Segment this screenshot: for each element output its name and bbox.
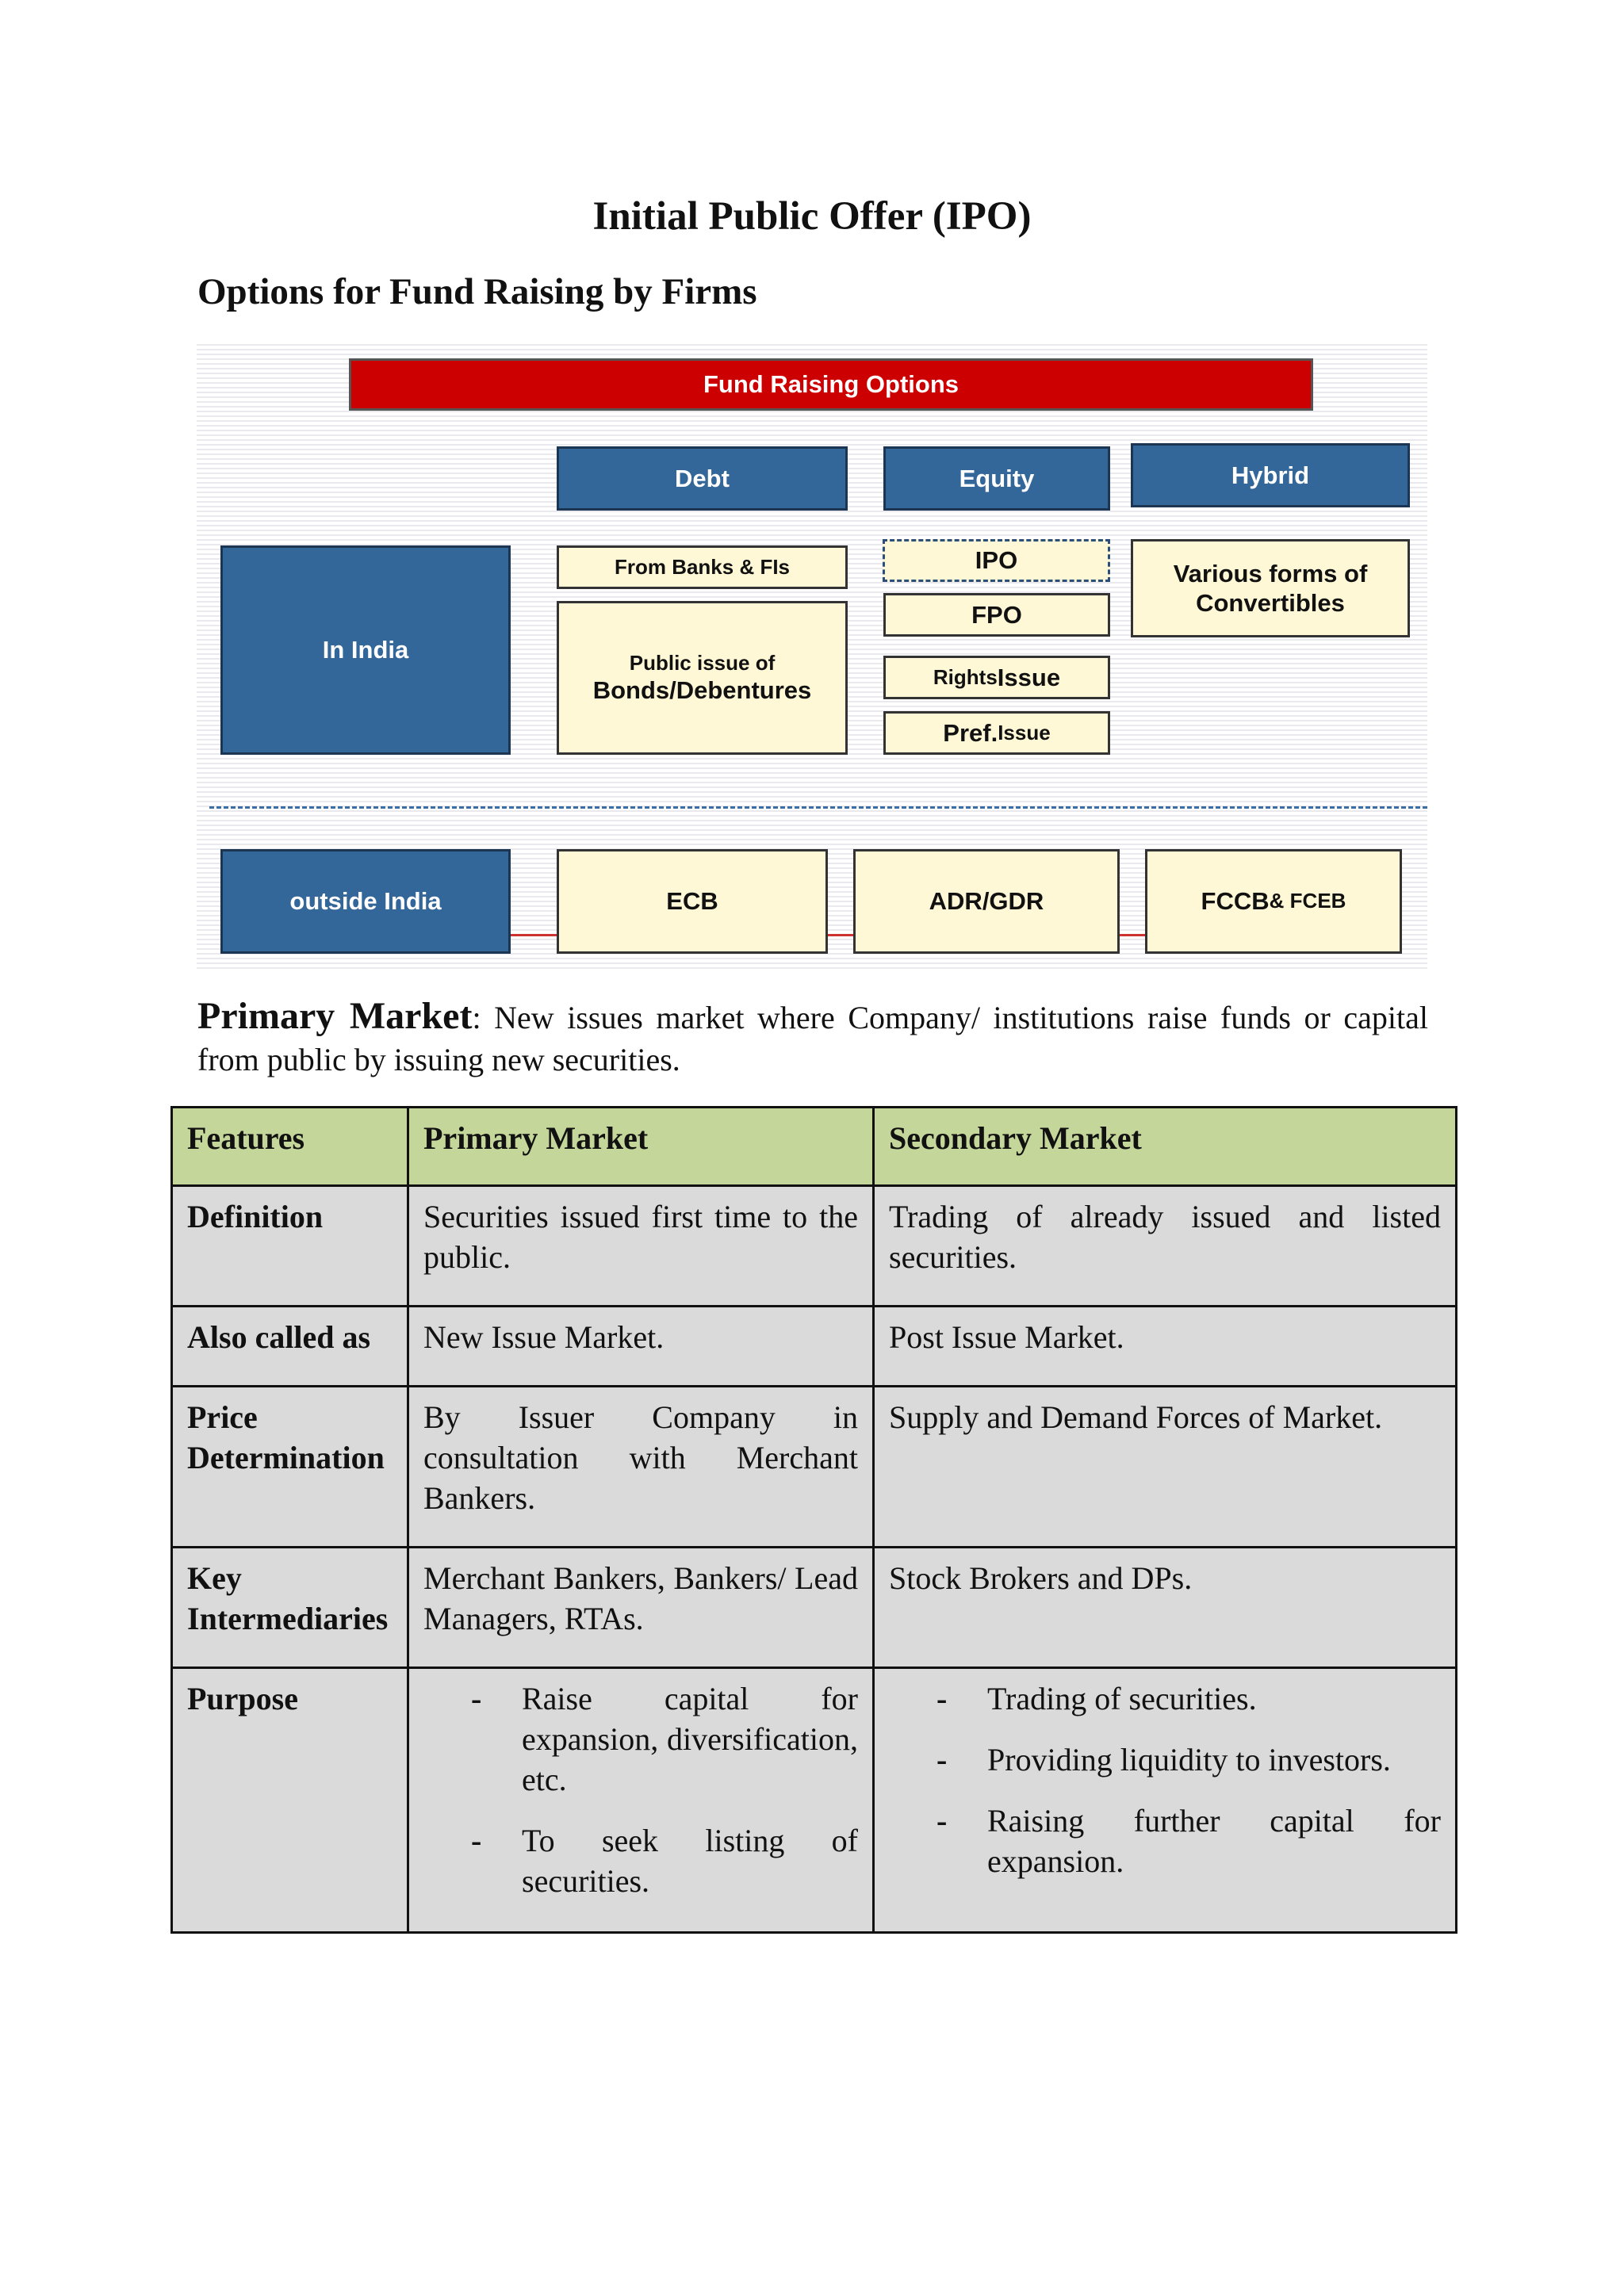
table-row xyxy=(172,1548,1457,1668)
primary-market-definition: : New issues market where Company/ institutions raise funds or capital from public by issuing new securities. xyxy=(197,1000,1429,1077)
secondary-purpose-list xyxy=(889,1678,1441,1881)
connector-line-2 xyxy=(828,934,853,936)
feature-cell: Key Intermediaries xyxy=(172,1548,408,1668)
fceb-label: & FCEB xyxy=(1269,889,1346,913)
primary-cell: By Issuer Company in consultation with Merchant Bankers. xyxy=(408,1387,874,1548)
feature-cell: Price Determination xyxy=(172,1387,408,1548)
equity-header: Equity xyxy=(883,446,1110,511)
bonds-debentures-label: Bonds/Debentures xyxy=(592,676,812,704)
table-row xyxy=(172,1668,1457,1933)
table-row xyxy=(172,1307,1457,1387)
adr-gdr-box: ADR/GDR xyxy=(853,849,1120,954)
india-divider-line xyxy=(209,806,1427,809)
in-india-box: In India xyxy=(220,545,511,755)
list-item: - Raising further capital for expansion. xyxy=(889,1800,1441,1881)
table-row xyxy=(172,1186,1457,1307)
feature-cell: Definition xyxy=(172,1186,408,1307)
ipo-box: IPO xyxy=(883,539,1110,582)
pref-label: Pref. xyxy=(943,718,998,747)
table-header-row xyxy=(172,1108,1457,1186)
pref-issue-box xyxy=(883,711,1110,755)
page-title: Initial Public Offer (IPO) xyxy=(592,194,1032,239)
fccb-fceb-box xyxy=(1145,849,1402,954)
list-item: - Trading of securities. xyxy=(889,1678,1441,1719)
list-item: - Providing liquidity to investors. xyxy=(889,1739,1441,1780)
primary-cell: Securities issued first time to the public. xyxy=(408,1186,874,1307)
outside-india-box: outside India xyxy=(220,849,511,954)
fccb-label: FCCB xyxy=(1201,887,1270,916)
secondary-cell: Stock Brokers and DPs. xyxy=(874,1548,1457,1668)
feature-cell: Also called as xyxy=(172,1307,408,1387)
secondary-cell: Post Issue Market. xyxy=(874,1307,1457,1387)
header-features: Features xyxy=(172,1108,408,1186)
section-title: Options for Fund Raising by Firms xyxy=(197,271,757,312)
debt-header: Debt xyxy=(557,446,848,511)
list-item: - To seek listing of securities. xyxy=(423,1820,858,1901)
secondary-cell: Trading of already issued and listed securities. xyxy=(874,1186,1457,1307)
rights-issue-label: Issue xyxy=(997,663,1061,691)
primary-cell xyxy=(408,1668,874,1933)
hybrid-header: Hybrid xyxy=(1131,443,1410,507)
secondary-cell: Supply and Demand Forces of Market. xyxy=(874,1387,1457,1548)
fund-raising-diagram xyxy=(197,341,1427,970)
ecb-box: ECB xyxy=(557,849,828,954)
feature-cell: Purpose xyxy=(172,1668,408,1933)
primary-cell: Merchant Bankers, Bankers/ Lead Managers, RTAs. xyxy=(408,1548,874,1668)
primary-market-term: Primary Market xyxy=(197,995,473,1037)
fpo-box: FPO xyxy=(883,593,1110,637)
primary-purpose-list xyxy=(423,1678,858,1901)
fund-raising-options-header: Fund Raising Options xyxy=(349,358,1313,411)
secondary-cell xyxy=(874,1668,1457,1933)
public-issue-bonds-box xyxy=(557,601,848,755)
from-banks-box: From Banks & FIs xyxy=(557,545,848,589)
public-issue-label: Public issue of xyxy=(629,650,776,675)
header-primary-market: Primary Market xyxy=(408,1108,874,1186)
market-comparison-table xyxy=(170,1106,1457,1934)
list-item: - Raise capital for expansion, diversification, etc. xyxy=(423,1678,858,1800)
table-row xyxy=(172,1387,1457,1548)
pref-issue-label: Issue xyxy=(998,720,1051,744)
rights-issue-box xyxy=(883,656,1110,699)
connector-line-1 xyxy=(511,934,557,936)
primary-market-paragraph xyxy=(197,995,1428,1081)
primary-cell: New Issue Market. xyxy=(408,1307,874,1387)
header-secondary-market: Secondary Market xyxy=(874,1108,1457,1186)
convertibles-box: Various forms of Convertibles xyxy=(1131,539,1410,637)
rights-label: Rights xyxy=(933,664,998,689)
connector-line-3 xyxy=(1120,934,1145,936)
